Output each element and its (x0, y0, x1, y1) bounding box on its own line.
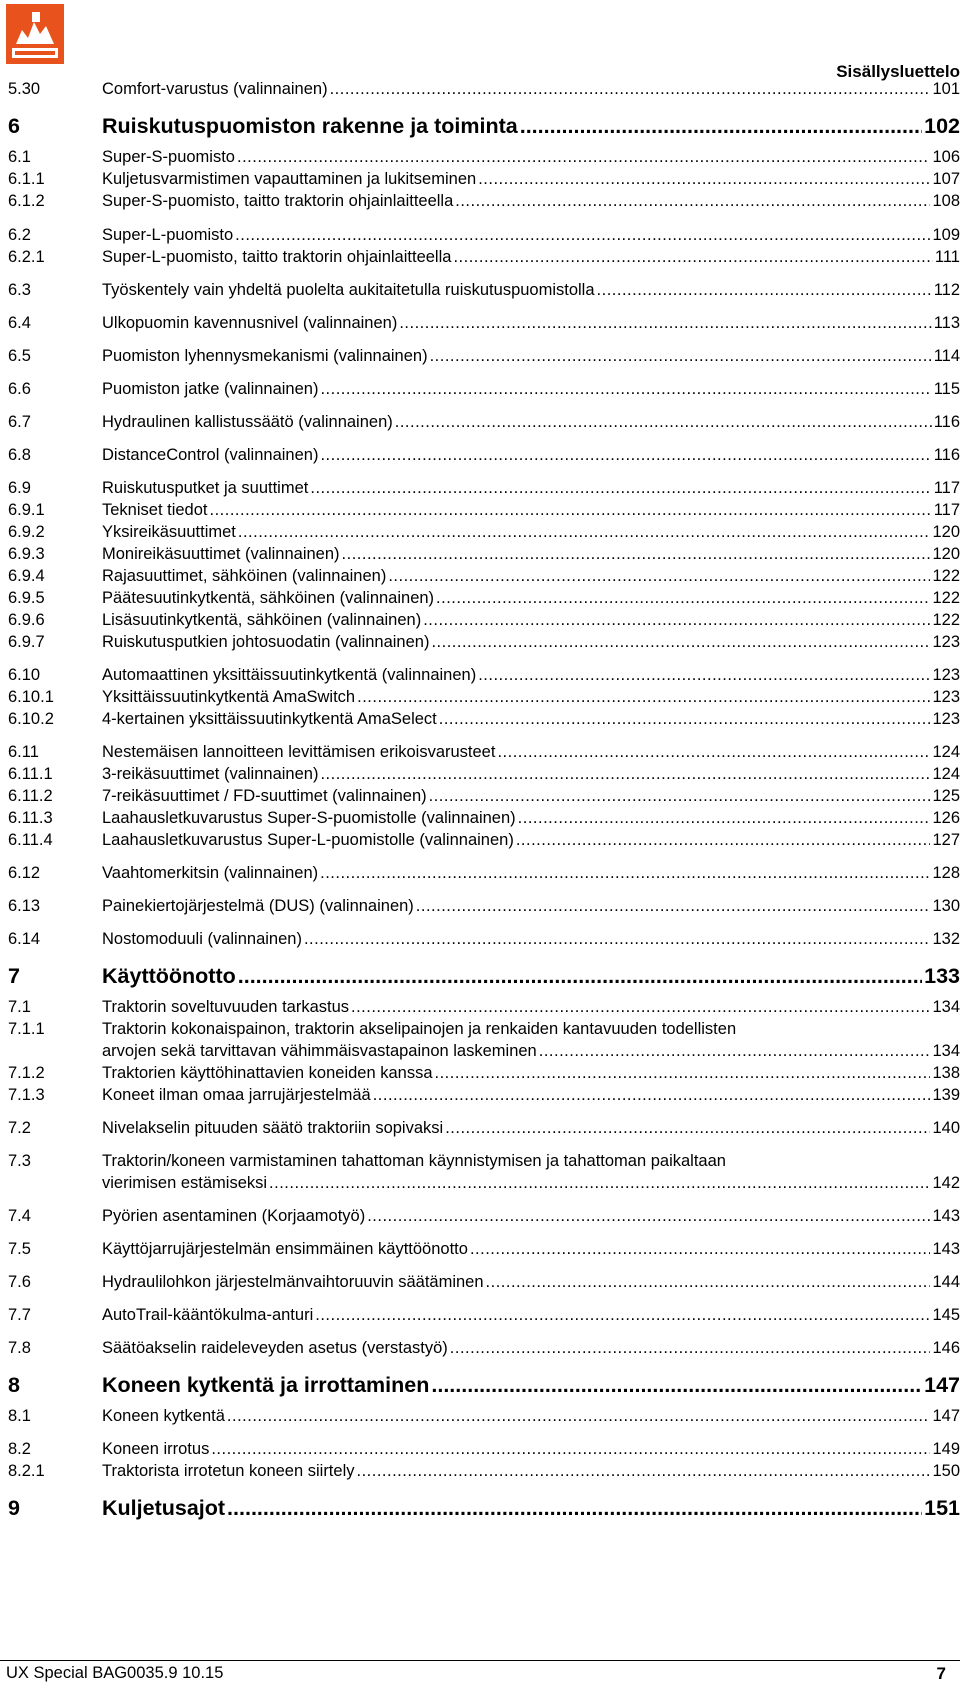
dot-leader (516, 829, 931, 851)
toc-entry-title: AutoTrail-kääntökulma-anturi (102, 1306, 314, 1324)
toc-entry-page: 122 (932, 611, 960, 629)
dot-leader (478, 168, 930, 190)
toc-entry-title: DistanceControl (valinnainen) (102, 446, 319, 464)
toc-entry-title: Traktorista irrotetun koneen siirtely (102, 1462, 355, 1480)
toc-entry-number: 8.2 (8, 1440, 31, 1458)
toc-entry-title-line1: Traktorin kokonaispainon, traktorin akselipainojen ja renkaiden kantavuuden todellisten (102, 1020, 737, 1038)
dot-leader (209, 499, 931, 521)
toc-entry-number: 6.6 (8, 380, 31, 398)
toc-entry-page: 109 (932, 226, 960, 244)
toc-entry-number: 6.10.2 (8, 710, 54, 728)
toc-entry-page: 125 (932, 787, 960, 805)
toc-entry-page: 124 (932, 765, 960, 783)
toc-entry-number: 7.1.1 (8, 1020, 45, 1038)
toc-entry-title: Hydraulilohkon järjestelmänvaihtoruuvin säätäminen (102, 1273, 484, 1291)
toc-entry-page: 122 (932, 589, 960, 607)
toc-entry-title: Nestemäisen lannoitteen levittämisen erikoisvarusteet (102, 743, 496, 761)
dot-leader (450, 1337, 931, 1359)
dot-leader (399, 312, 931, 334)
dot-leader (235, 224, 930, 246)
dot-leader (453, 246, 932, 268)
toc-entry-title: Super-S-puomisto (102, 148, 235, 166)
toc-entry-number: 6.9.4 (8, 567, 45, 585)
toc-entry-title: Super-L-puomisto (102, 226, 234, 244)
toc-entry-page: 149 (932, 1440, 960, 1458)
toc-entry-title: vierimisen estämiseksi (102, 1174, 268, 1192)
toc-entry-title: Ulkopuomin kavennusnivel (valinnainen) (102, 314, 398, 332)
toc-entry-number: 5.30 (8, 80, 41, 98)
toc-entry-page: 120 (932, 545, 960, 563)
toc-entry-number: 7.3 (8, 1152, 31, 1170)
toc-entry-number: 6.11.3 (8, 809, 53, 827)
dot-leader (357, 1460, 931, 1482)
toc-entry-number: 7.1.3 (8, 1086, 45, 1104)
toc-entry-title: Päätesuutinkytkentä, sähköinen (valinnainen) (102, 589, 435, 607)
dot-leader (269, 1172, 930, 1194)
toc-entry-title: Koneen kytkentä (102, 1407, 225, 1425)
toc-entry-number: 8 (8, 1373, 20, 1397)
toc-entry-page: 139 (932, 1086, 960, 1104)
toc-entry-number: 7.4 (8, 1207, 31, 1225)
toc-entry-title: Comfort-varustus (valinnainen) (102, 80, 328, 98)
toc-entry-page: 126 (932, 809, 960, 827)
toc-entry-page: 116 (933, 446, 960, 464)
toc-entry-page: 114 (933, 347, 960, 365)
dot-leader (435, 1062, 931, 1084)
toc-entry-number: 6.9.6 (8, 611, 45, 629)
toc-entry-number: 6.13 (8, 897, 41, 915)
toc-entry-number: 6.14 (8, 930, 41, 948)
dot-leader (497, 741, 930, 763)
toc-entry-page: 112 (933, 281, 960, 299)
dot-leader (227, 1494, 922, 1522)
toc-entry-number: 6.12 (8, 864, 41, 882)
dot-leader (430, 345, 932, 367)
toc-entry-number: 6.7 (8, 413, 31, 431)
toc-entry-number: 6.11 (8, 743, 39, 761)
toc-entry-title: Nostomoduuli (valinnainen) (102, 930, 302, 948)
toc-entry-page: 147 (932, 1407, 960, 1425)
footer-rule (0, 1660, 960, 1661)
toc-entry-number: 6.9.3 (8, 545, 45, 563)
dot-leader (388, 565, 930, 587)
toc-entry-number: 6.2.1 (8, 248, 45, 266)
toc-entry-number: 6.2 (8, 226, 31, 244)
toc-entry-page: 133 (924, 964, 960, 988)
toc-entry-number: 6.1.1 (8, 170, 45, 188)
dot-leader (423, 609, 930, 631)
dot-leader (436, 587, 930, 609)
toc-entry-page: 107 (932, 170, 960, 188)
toc-entry-page: 111 (934, 248, 960, 266)
toc-entry-title: Hydraulinen kallistussäätö (valinnainen) (102, 413, 393, 431)
toc-entry-title: Lisäsuutinkytkentä, sähköinen (valinnainen) (102, 611, 422, 629)
toc-entry-number: 7.8 (8, 1339, 31, 1357)
toc-entry-number: 6.9.2 (8, 523, 45, 541)
toc-entry-number: 6.9.5 (8, 589, 45, 607)
dot-leader (330, 78, 931, 100)
toc-entry-number: 6.10.1 (8, 688, 54, 706)
toc-entry-title: Pyörien asentaminen (Korjaamotyö) (102, 1207, 366, 1225)
dot-leader (211, 1438, 930, 1460)
toc-entry-page: 127 (932, 831, 960, 849)
toc-entry-number: 6.9 (8, 479, 31, 497)
toc-entry-page: 102 (924, 114, 960, 138)
dot-leader (486, 1271, 931, 1293)
toc-entry-title: Säätöakselin raideleveyden asetus (verstastyö) (102, 1339, 448, 1357)
dot-leader (539, 1040, 931, 1062)
toc-entry-title: Laahausletkuvarustus Super-L-puomistolle (valinnainen) (102, 831, 514, 849)
toc-entry-page: 147 (924, 1373, 960, 1397)
toc-entry-title: Puomiston jatke (valinnainen) (102, 380, 319, 398)
toc-entry-number: 6.1 (8, 148, 31, 166)
toc-entry-title: Puomiston lyhennysmekanismi (valinnainen) (102, 347, 428, 365)
toc-entry-title: Super-S-puomisto, taitto traktorin ohjainlaitteella (102, 192, 454, 210)
toc-entry-page: 113 (933, 314, 960, 332)
toc-entry-page: 123 (932, 666, 960, 684)
dot-leader (342, 543, 931, 565)
toc-entry-number: 6.11.1 (8, 765, 53, 783)
toc-entry-page: 132 (932, 930, 960, 948)
toc-entry-title: Super-L-puomisto, taitto traktorin ohjainlaitteella (102, 248, 452, 266)
toc-entry-title: Traktorien käyttöhinattavien koneiden kanssa (102, 1064, 433, 1082)
toc-entry-page: 144 (932, 1273, 960, 1291)
toc-entry-title-line1: Traktorin/koneen varmistaminen tahattoman käynnistymisen ja tahattoman paikaltaan (102, 1152, 726, 1170)
toc-entry-number: 6 (8, 114, 20, 138)
toc-entry-number: 6.5 (8, 347, 31, 365)
dot-leader (597, 279, 932, 301)
toc-entry-page: 117 (933, 501, 960, 519)
toc-entry-number: 7.1.2 (8, 1064, 45, 1082)
toc-entry-page: 143 (932, 1240, 960, 1258)
dot-leader (416, 895, 931, 917)
toc-entry-page: 128 (932, 864, 960, 882)
toc-entry-title: Kuljetusvarmistimen vapauttaminen ja lukitseminen (102, 170, 477, 188)
toc-entry-number: 7.5 (8, 1240, 31, 1258)
footer-doc-id: UX Special BAG0035.9 10.15 (6, 1664, 224, 1682)
toc-entry-title: Tekniset tiedot (102, 501, 208, 519)
footer-page-number: 7 (936, 1664, 946, 1683)
toc-entry-number: 8.2.1 (8, 1462, 45, 1480)
toc-entry-title: Ruiskutusputket ja suuttimet (102, 479, 309, 497)
toc-entry-title: Koneen irrotus (102, 1440, 210, 1458)
toc-entry-number: 6.10 (8, 666, 41, 684)
toc-entry-page: 116 (933, 413, 960, 431)
toc-entry-title: Koneet ilman omaa jarrujärjestelmää (102, 1086, 371, 1104)
dot-leader (429, 785, 931, 807)
dot-leader (320, 862, 930, 884)
toc-entry-title: Kuljetusajot (102, 1496, 226, 1520)
toc-entry-number: 6.11.2 (8, 787, 53, 805)
toc-entry-page: 108 (932, 192, 960, 210)
dot-leader (238, 521, 931, 543)
toc-entry-title: Käyttöönotto (102, 964, 236, 988)
toc-entry-title: Painekiertojärjestelmä (DUS) (valinnainen) (102, 897, 414, 915)
dot-leader (320, 763, 930, 785)
dot-leader (315, 1304, 930, 1326)
toc-entry-number: 6.11.4 (8, 831, 53, 849)
dot-leader (445, 1117, 930, 1139)
toc-entry-page: 142 (932, 1174, 960, 1192)
toc-entry-title: Ruiskutuspuomiston rakenne ja toiminta (102, 114, 518, 138)
dot-leader (431, 1371, 922, 1399)
toc-entry-page: 123 (932, 688, 960, 706)
toc-entry-page: 117 (933, 479, 960, 497)
toc-entry-page: 150 (932, 1462, 960, 1480)
toc-entry-page: 123 (932, 633, 960, 651)
toc-entry-number: 7 (8, 964, 20, 988)
toc-entry-title: Traktorin soveltuvuuden tarkastus (102, 998, 350, 1016)
toc-entry-page: 146 (932, 1339, 960, 1357)
toc-entry-number: 7.7 (8, 1306, 31, 1324)
toc-entry-number: 7.6 (8, 1273, 31, 1291)
toc-entry-number: 6.4 (8, 314, 31, 332)
toc-entry-page: 124 (932, 743, 960, 761)
toc-entry-title: Automaattinen yksittäissuutinkytkentä (valinnainen) (102, 666, 477, 684)
toc-entry-title: Työskentely vain yhdeltä puolelta aukitaitetulla ruiskutuspuomistolla (102, 281, 595, 299)
dot-leader (431, 631, 930, 653)
toc-entry-page: 122 (932, 567, 960, 585)
dot-leader (518, 807, 931, 829)
dot-leader (320, 444, 931, 466)
toc-entry-title: Vaahtomerkitsin (valinnainen) (102, 864, 319, 882)
toc-entry-page: 101 (932, 80, 960, 98)
toc-entry-title: 3-reikäsuuttimet (valinnainen) (102, 765, 319, 783)
dot-leader (373, 1084, 931, 1106)
toc-entry-title: Laahausletkuvarustus Super-S-puomistolle (valinnainen) (102, 809, 516, 827)
toc-entry-page: 120 (932, 523, 960, 541)
toc-entry-page: 134 (932, 998, 960, 1016)
toc-entry-title: Yksireikäsuuttimet (102, 523, 236, 541)
dot-leader (367, 1205, 930, 1227)
toc-entry-title: Yksittäissuutinkytkentä AmaSwitch (102, 688, 356, 706)
dot-leader (439, 708, 931, 730)
dot-leader (310, 477, 931, 499)
toc-entry-number: 7.2 (8, 1119, 31, 1137)
dot-leader (304, 928, 931, 950)
dot-leader (320, 378, 931, 400)
toc-entry-number: 8.1 (8, 1407, 31, 1425)
dot-leader (238, 962, 922, 990)
section-title: Sisällysluettelo (836, 62, 960, 81)
dot-leader (470, 1238, 931, 1260)
dot-leader (455, 190, 930, 212)
toc-entry-page: 134 (932, 1042, 960, 1060)
toc-entry-page: 140 (932, 1119, 960, 1137)
toc-entry-page: 145 (932, 1306, 960, 1324)
toc-entry-page: 143 (932, 1207, 960, 1225)
toc-entry-page: 130 (932, 897, 960, 915)
toc-entry-number: 6.3 (8, 281, 31, 299)
toc-entry-title: Monireikäsuuttimet (valinnainen) (102, 545, 340, 563)
dot-leader (520, 112, 922, 140)
toc-entry-title: Rajasuuttimet, sähköinen (valinnainen) (102, 567, 387, 585)
dot-leader (351, 996, 930, 1018)
toc-entry-number: 6.8 (8, 446, 31, 464)
toc-entry-title: arvojen sekä tarvittavan vähimmäisvastapainon laskeminen (102, 1042, 537, 1060)
dot-leader (357, 686, 930, 708)
toc-entry-title: Käyttöjarrujärjestelmän ensimmäinen käyttöönotto (102, 1240, 468, 1258)
toc-entry-page: 115 (933, 380, 960, 398)
toc-entry-title: 4-kertainen yksittäissuutinkytkentä AmaSelect (102, 710, 437, 728)
dot-leader (237, 146, 930, 168)
toc-entry-page: 106 (932, 148, 960, 166)
dot-leader (227, 1405, 931, 1427)
toc-entry-number: 9 (8, 1496, 20, 1520)
toc-entry-page: 151 (924, 1496, 960, 1520)
toc-entry-number: 6.1.2 (8, 192, 45, 210)
dot-leader (395, 411, 932, 433)
toc-entry-page: 138 (932, 1064, 960, 1082)
toc-entry-title: 7-reikäsuuttimet / FD-suuttimet (valinnainen) (102, 787, 427, 805)
dot-leader (478, 664, 930, 686)
toc-entry-title: Nivelakselin pituuden säätö traktoriin sopivaksi (102, 1119, 444, 1137)
toc-entry-number: 6.9.7 (8, 633, 45, 651)
toc-entry-number: 7.1 (8, 998, 31, 1016)
toc-entry-number: 6.9.1 (8, 501, 45, 519)
toc-entry-title: Koneen kytkentä ja irrottaminen (102, 1373, 430, 1397)
toc-entry-page: 123 (932, 710, 960, 728)
toc-entry-title: Ruiskutusputkien johtosuodatin (valinnainen) (102, 633, 430, 651)
